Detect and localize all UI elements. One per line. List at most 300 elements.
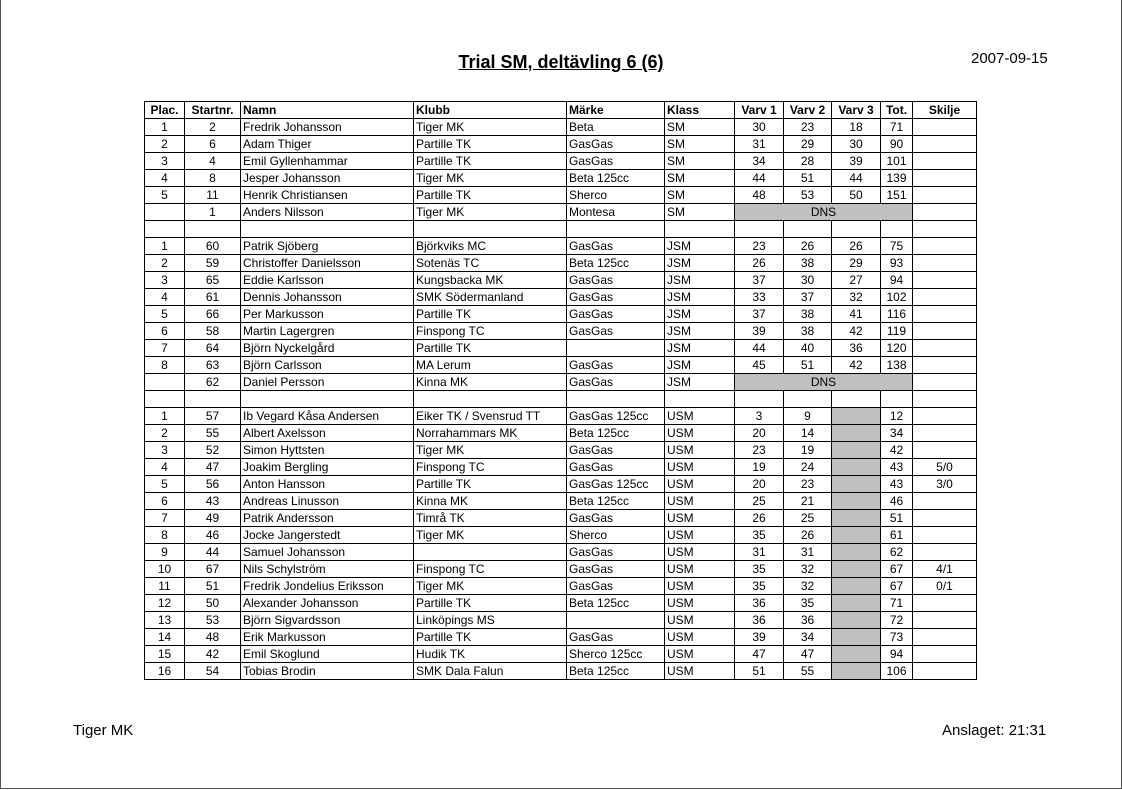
tiebreak-cell: [913, 408, 977, 425]
placing-cell: [145, 204, 185, 221]
header-varv3: Varv 3: [832, 102, 881, 119]
tiebreak-cell: [913, 442, 977, 459]
total-cell: 90: [881, 136, 913, 153]
start-number-cell: 42: [185, 646, 241, 663]
brand-cell: Beta 125cc: [567, 595, 665, 612]
tiebreak-cell: [913, 629, 977, 646]
lap1-cell: 19: [735, 459, 784, 476]
lap2-cell: 51: [784, 170, 832, 187]
spacer-cell: [784, 221, 832, 238]
lap1-cell: 33: [735, 289, 784, 306]
tiebreak-cell: [913, 289, 977, 306]
tiebreak-cell: [913, 136, 977, 153]
header-klass: Klass: [665, 102, 735, 119]
tiebreak-cell: [913, 306, 977, 323]
lap2-cell: 31: [784, 544, 832, 561]
lap2-cell: 51: [784, 357, 832, 374]
lap3-cell-shaded: [832, 510, 881, 527]
placing-cell: 11: [145, 578, 185, 595]
class-cell: JSM: [665, 340, 735, 357]
placing-cell: 3: [145, 153, 185, 170]
club-cell: Finspong TC: [414, 459, 567, 476]
class-cell: USM: [665, 493, 735, 510]
lap1-cell: 51: [735, 663, 784, 680]
class-cell: USM: [665, 595, 735, 612]
club-cell: Partille TK: [414, 306, 567, 323]
tiebreak-cell: 0/1: [913, 578, 977, 595]
total-cell: 94: [881, 272, 913, 289]
rider-name-cell: Jesper Johansson: [241, 170, 414, 187]
tiebreak-cell: [913, 204, 977, 221]
lap2-cell: 34: [784, 629, 832, 646]
tiebreak-cell: [913, 170, 977, 187]
lap2-cell: 23: [784, 119, 832, 136]
lap3-cell-shaded: [832, 459, 881, 476]
start-number-cell: 11: [185, 187, 241, 204]
table-row: [145, 153, 977, 170]
lap1-cell: 47: [735, 646, 784, 663]
rider-name-cell: Eddie Karlsson: [241, 272, 414, 289]
brand-cell: GasGas: [567, 238, 665, 255]
start-number-cell: 47: [185, 459, 241, 476]
lap3-cell: 42: [832, 323, 881, 340]
event-date: 2007-09-15: [971, 50, 1048, 67]
brand-cell: GasGas: [567, 153, 665, 170]
lap2-cell: 23: [784, 476, 832, 493]
total-cell: 106: [881, 663, 913, 680]
lap3-cell: 32: [832, 289, 881, 306]
start-number-cell: 2: [185, 119, 241, 136]
rider-name-cell: Martin Lagergren: [241, 323, 414, 340]
rider-name-cell: Samuel Johansson: [241, 544, 414, 561]
lap3-cell: 44: [832, 170, 881, 187]
header-startnr: Startnr.: [185, 102, 241, 119]
tiebreak-cell: [913, 493, 977, 510]
placing-cell: 4: [145, 170, 185, 187]
lap1-cell: 3: [735, 408, 784, 425]
tiebreak-cell: 5/0: [913, 459, 977, 476]
lap2-cell: 36: [784, 612, 832, 629]
class-cell: USM: [665, 646, 735, 663]
start-number-cell: 60: [185, 238, 241, 255]
tiebreak-cell: [913, 272, 977, 289]
placing-cell: 1: [145, 238, 185, 255]
table-row: [145, 476, 977, 493]
rider-name-cell: Simon Hyttsten: [241, 442, 414, 459]
header-tot: Tot.: [881, 102, 913, 119]
rider-name-cell: Daniel Persson: [241, 374, 414, 391]
spacer-cell: [832, 391, 881, 408]
class-cell: JSM: [665, 255, 735, 272]
tiebreak-cell: 3/0: [913, 476, 977, 493]
rider-name-cell: Emil Skoglund: [241, 646, 414, 663]
tiebreak-cell: [913, 425, 977, 442]
lap1-cell: 37: [735, 272, 784, 289]
brand-cell: GasGas: [567, 561, 665, 578]
lap1-cell: 20: [735, 425, 784, 442]
brand-cell: GasGas: [567, 374, 665, 391]
tiebreak-cell: [913, 646, 977, 663]
results-body: [145, 119, 977, 680]
placing-cell: 1: [145, 408, 185, 425]
spacer-cell: [145, 391, 185, 408]
lap3-cell-shaded: [832, 612, 881, 629]
club-cell: Linköpings MS: [414, 612, 567, 629]
class-cell: JSM: [665, 289, 735, 306]
start-number-cell: 61: [185, 289, 241, 306]
lap1-cell: 26: [735, 255, 784, 272]
lap1-cell: 30: [735, 119, 784, 136]
lap3-cell-shaded: [832, 578, 881, 595]
rider-name-cell: Henrik Christiansen: [241, 187, 414, 204]
lap3-cell-shaded: [832, 629, 881, 646]
placing-cell: 8: [145, 527, 185, 544]
start-number-cell: 46: [185, 527, 241, 544]
rider-name-cell: Nils Schylström: [241, 561, 414, 578]
lap2-cell: 47: [784, 646, 832, 663]
rider-name-cell: Jocke Jangerstedt: [241, 527, 414, 544]
rider-name-cell: Adam Thiger: [241, 136, 414, 153]
lap2-cell: 30: [784, 272, 832, 289]
total-cell: 51: [881, 510, 913, 527]
start-number-cell: 67: [185, 561, 241, 578]
table-row: [145, 357, 977, 374]
total-cell: 62: [881, 544, 913, 561]
brand-cell: Sherco: [567, 187, 665, 204]
dns-cell: DNS: [735, 374, 913, 391]
club-cell: Tiger MK: [414, 204, 567, 221]
header-varv1: Varv 1: [735, 102, 784, 119]
header-skilje: Skilje: [913, 102, 977, 119]
lap2-cell: 25: [784, 510, 832, 527]
rider-name-cell: Andreas Linusson: [241, 493, 414, 510]
total-cell: 34: [881, 425, 913, 442]
total-cell: 119: [881, 323, 913, 340]
lap2-cell: 28: [784, 153, 832, 170]
lap2-cell: 14: [784, 425, 832, 442]
rider-name-cell: Ib Vegard Kåsa Andersen: [241, 408, 414, 425]
spacer-cell: [784, 391, 832, 408]
table-row: [145, 119, 977, 136]
lap2-cell: 37: [784, 289, 832, 306]
table-row: [145, 595, 977, 612]
lap3-cell: 41: [832, 306, 881, 323]
total-cell: 43: [881, 459, 913, 476]
table-row: [145, 170, 977, 187]
placing-cell: 1: [145, 119, 185, 136]
rider-name-cell: Patrik Andersson: [241, 510, 414, 527]
table-row: [145, 646, 977, 663]
lap3-cell-shaded: [832, 646, 881, 663]
table-row: [145, 544, 977, 561]
class-cell: JSM: [665, 272, 735, 289]
placing-cell: 4: [145, 289, 185, 306]
club-cell: Kinna MK: [414, 493, 567, 510]
start-number-cell: 44: [185, 544, 241, 561]
start-number-cell: 50: [185, 595, 241, 612]
class-cell: USM: [665, 425, 735, 442]
table-row: [145, 136, 977, 153]
lap2-cell: 38: [784, 306, 832, 323]
start-number-cell: 53: [185, 612, 241, 629]
brand-cell: GasGas: [567, 442, 665, 459]
lap2-cell: 32: [784, 561, 832, 578]
rider-name-cell: Fredrik Jondelius Eriksson: [241, 578, 414, 595]
lap3-cell: 29: [832, 255, 881, 272]
spacer-cell: [567, 391, 665, 408]
lap2-cell: 26: [784, 527, 832, 544]
club-cell: SMK Dala Falun: [414, 663, 567, 680]
total-cell: 75: [881, 238, 913, 255]
lap3-cell-shaded: [832, 442, 881, 459]
header-row: [145, 102, 977, 119]
lap2-cell: 32: [784, 578, 832, 595]
total-cell: 138: [881, 357, 913, 374]
organizer-club: Tiger MK: [73, 722, 134, 739]
table-row: [145, 527, 977, 544]
spacer-cell: [913, 391, 977, 408]
lap1-cell: 35: [735, 527, 784, 544]
club-cell: Partille TK: [414, 629, 567, 646]
club-cell: Björkviks MC: [414, 238, 567, 255]
lap2-cell: 38: [784, 255, 832, 272]
spacer-cell: [665, 391, 735, 408]
table-row: [145, 374, 977, 391]
class-cell: JSM: [665, 323, 735, 340]
brand-cell: Beta 125cc: [567, 170, 665, 187]
class-cell: USM: [665, 629, 735, 646]
start-number-cell: 66: [185, 306, 241, 323]
placing-cell: 13: [145, 612, 185, 629]
placing-cell: 3: [145, 442, 185, 459]
brand-cell: GasGas: [567, 544, 665, 561]
lap3-cell-shaded: [832, 527, 881, 544]
club-cell: Tiger MK: [414, 119, 567, 136]
lap2-cell: 53: [784, 187, 832, 204]
lap3-cell: 42: [832, 357, 881, 374]
table-row: [145, 612, 977, 629]
tiebreak-cell: [913, 510, 977, 527]
lap3-cell-shaded: [832, 408, 881, 425]
brand-cell: Beta 125cc: [567, 255, 665, 272]
brand-cell: GasGas 125cc: [567, 408, 665, 425]
spacer-row: [145, 391, 977, 408]
table-row: [145, 459, 977, 476]
lap3-cell: 26: [832, 238, 881, 255]
page-title: Trial SM, deltävling 6 (6): [458, 52, 664, 72]
club-cell: Partille TK: [414, 595, 567, 612]
table-row: [145, 272, 977, 289]
table-row: [145, 289, 977, 306]
start-number-cell: 59: [185, 255, 241, 272]
placing-cell: 4: [145, 459, 185, 476]
brand-cell: GasGas: [567, 510, 665, 527]
brand-cell: GasGas: [567, 289, 665, 306]
lap2-cell: 26: [784, 238, 832, 255]
placing-cell: 5: [145, 306, 185, 323]
start-number-cell: 4: [185, 153, 241, 170]
class-cell: USM: [665, 459, 735, 476]
brand-cell: GasGas: [567, 323, 665, 340]
table-row: [145, 425, 977, 442]
lap2-cell: 24: [784, 459, 832, 476]
placing-cell: 12: [145, 595, 185, 612]
lap2-cell: 9: [784, 408, 832, 425]
class-cell: JSM: [665, 374, 735, 391]
table-row: [145, 408, 977, 425]
table-row: [145, 663, 977, 680]
lap1-cell: 20: [735, 476, 784, 493]
total-cell: 61: [881, 527, 913, 544]
total-cell: 151: [881, 187, 913, 204]
rider-name-cell: Björn Carlsson: [241, 357, 414, 374]
brand-cell: Sherco: [567, 527, 665, 544]
club-cell: Timrå TK: [414, 510, 567, 527]
rider-name-cell: Patrik Sjöberg: [241, 238, 414, 255]
spacer-cell: [735, 221, 784, 238]
total-cell: 120: [881, 340, 913, 357]
tiebreak-cell: [913, 527, 977, 544]
class-cell: SM: [665, 153, 735, 170]
brand-cell: Sherco 125cc: [567, 646, 665, 663]
lap1-cell: 44: [735, 170, 784, 187]
lap3-cell: 50: [832, 187, 881, 204]
spacer-cell: [145, 221, 185, 238]
brand-cell: Beta: [567, 119, 665, 136]
total-cell: 102: [881, 289, 913, 306]
class-cell: JSM: [665, 306, 735, 323]
start-number-cell: 62: [185, 374, 241, 391]
header-varv2: Varv 2: [784, 102, 832, 119]
placing-cell: 10: [145, 561, 185, 578]
club-cell: Kinna MK: [414, 374, 567, 391]
class-cell: USM: [665, 663, 735, 680]
placing-cell: 2: [145, 425, 185, 442]
table-row: [145, 187, 977, 204]
class-cell: SM: [665, 187, 735, 204]
lap3-cell-shaded: [832, 663, 881, 680]
lap3-cell: 18: [832, 119, 881, 136]
lap3-cell-shaded: [832, 493, 881, 510]
lap3-cell-shaded: [832, 595, 881, 612]
total-cell: 72: [881, 612, 913, 629]
spacer-cell: [414, 391, 567, 408]
club-cell: Tiger MK: [414, 170, 567, 187]
lap1-cell: 25: [735, 493, 784, 510]
club-cell: SMK Södermanland: [414, 289, 567, 306]
start-number-cell: 6: [185, 136, 241, 153]
tiebreak-cell: [913, 255, 977, 272]
start-number-cell: 65: [185, 272, 241, 289]
placing-cell: 5: [145, 476, 185, 493]
lap1-cell: 45: [735, 357, 784, 374]
rider-name-cell: Erik Markusson: [241, 629, 414, 646]
lap1-cell: 23: [735, 238, 784, 255]
placing-cell: 6: [145, 323, 185, 340]
posted-time: Anslaget: 21:31: [942, 722, 1047, 739]
rider-name-cell: Per Markusson: [241, 306, 414, 323]
spacer-cell: [665, 221, 735, 238]
class-cell: USM: [665, 476, 735, 493]
club-cell: Tiger MK: [414, 578, 567, 595]
total-cell: 67: [881, 561, 913, 578]
placing-cell: 14: [145, 629, 185, 646]
header-marke: Märke: [567, 102, 665, 119]
placing-cell: 7: [145, 340, 185, 357]
start-number-cell: 51: [185, 578, 241, 595]
start-number-cell: 55: [185, 425, 241, 442]
rider-name-cell: Albert Axelsson: [241, 425, 414, 442]
brand-cell: GasGas: [567, 272, 665, 289]
total-cell: 67: [881, 578, 913, 595]
class-cell: SM: [665, 136, 735, 153]
club-cell: Eiker TK / Svensrud TT: [414, 408, 567, 425]
tiebreak-cell: [913, 340, 977, 357]
table-row: [145, 323, 977, 340]
start-number-cell: 63: [185, 357, 241, 374]
club-cell: [414, 544, 567, 561]
start-number-cell: 64: [185, 340, 241, 357]
class-cell: USM: [665, 408, 735, 425]
total-cell: 71: [881, 595, 913, 612]
rider-name-cell: Björn Sigvardsson: [241, 612, 414, 629]
rider-name-cell: Tobias Brodin: [241, 663, 414, 680]
placing-cell: 9: [145, 544, 185, 561]
start-number-cell: 8: [185, 170, 241, 187]
start-number-cell: 1: [185, 204, 241, 221]
lap2-cell: 55: [784, 663, 832, 680]
class-cell: USM: [665, 527, 735, 544]
total-cell: 101: [881, 153, 913, 170]
spacer-cell: [185, 391, 241, 408]
tiebreak-cell: [913, 663, 977, 680]
table-row: [145, 442, 977, 459]
start-number-cell: 58: [185, 323, 241, 340]
class-cell: USM: [665, 612, 735, 629]
start-number-cell: 49: [185, 510, 241, 527]
rider-name-cell: Björn Nyckelgård: [241, 340, 414, 357]
lap1-cell: 35: [735, 561, 784, 578]
lap1-cell: 26: [735, 510, 784, 527]
club-cell: Tiger MK: [414, 442, 567, 459]
lap1-cell: 44: [735, 340, 784, 357]
brand-cell: GasGas: [567, 357, 665, 374]
lap1-cell: 23: [735, 442, 784, 459]
lap1-cell: 35: [735, 578, 784, 595]
total-cell: 42: [881, 442, 913, 459]
class-cell: JSM: [665, 357, 735, 374]
club-cell: MA Lerum: [414, 357, 567, 374]
total-cell: 139: [881, 170, 913, 187]
class-cell: SM: [665, 170, 735, 187]
table-row: [145, 493, 977, 510]
lap3-cell-shaded: [832, 544, 881, 561]
table-row: [145, 238, 977, 255]
tiebreak-cell: [913, 238, 977, 255]
tiebreak-cell: [913, 544, 977, 561]
brand-cell: GasGas: [567, 629, 665, 646]
spacer-cell: [913, 221, 977, 238]
brand-cell: GasGas 125cc: [567, 476, 665, 493]
club-cell: Partille TK: [414, 136, 567, 153]
class-cell: USM: [665, 510, 735, 527]
brand-cell: Beta 125cc: [567, 493, 665, 510]
total-cell: 71: [881, 119, 913, 136]
total-cell: 43: [881, 476, 913, 493]
start-number-cell: 56: [185, 476, 241, 493]
spacer-cell: [567, 221, 665, 238]
placing-cell: 16: [145, 663, 185, 680]
